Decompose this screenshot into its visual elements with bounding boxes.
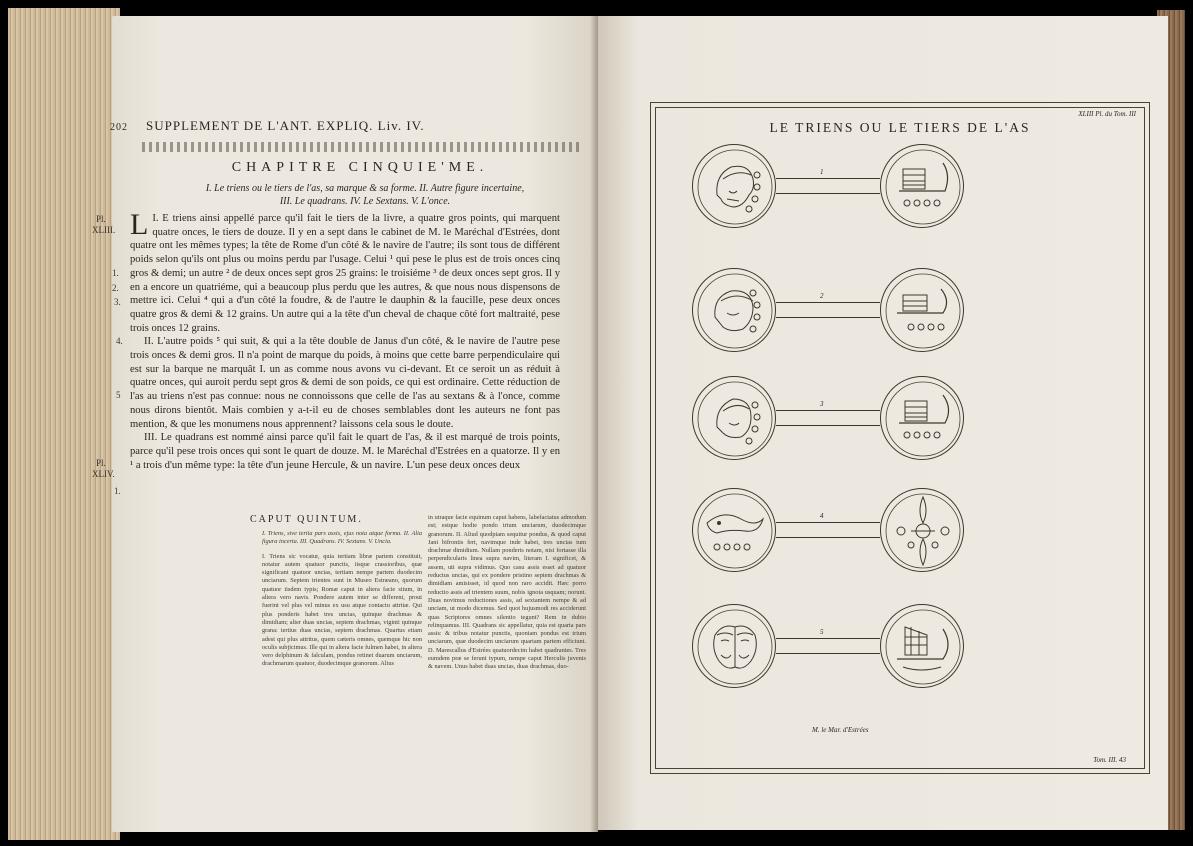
- margin-note-plate-number: XLIV.: [92, 469, 115, 479]
- margin-note-plate: Pl.: [96, 458, 106, 468]
- plate-frame: [655, 107, 1145, 769]
- coin-row-2: [692, 268, 1112, 352]
- coin-reverse-ship-prow: [880, 604, 964, 688]
- chapter-summary: [150, 182, 580, 208]
- coin-obverse-helmeted-head: [692, 268, 776, 352]
- page-number: 202: [110, 122, 128, 133]
- coin-row-3: [692, 376, 1112, 460]
- connecting-bar: [776, 178, 880, 194]
- coin-reverse-ship-prow: [880, 268, 964, 352]
- connecting-bar: [776, 410, 880, 426]
- running-head: [110, 118, 425, 134]
- latin-column-2: in utraque facie equinum caput habens, labefactatus admodum est; estque hodie pondo trium unciarum, duodecimque granorum. II. Aliud quodpiam sequitur pondus, & quod caput Jani bifrontis fert, navimque inde habet, tres uncias tum drachmæ dimidium. Nullam ponderis notam, nisi fortasse illa perpendicularis linea supra navim, literam I. significet, & assem, uti supra vidimus. Quo casu assis esset ad quatuor reductus uncias, qui ex pondere pristino septem drachmas & dimidiam amisisset, id quod non raro accidit. Hæc porro reductio assis ad trientem suum, nobis ignota usquam; norunt. Duas novimus reductiones assis, ad sextantem nempe & ad unciam, ut modo dicemus. Sed quot hujusmodi res acciderunt quas Scriptores omnes silentio tegunt? Rem in dubio relinquamus. III. Quadrans sic appellatur, quia est quarta pars assis: & tribus notatur punctis, quoniam pondus est trium unciarum, quæ duodecim unciarum quartam partem efficiunt. D. Marescallus d'Estrées quatuordecim habet quadrantes. Tres eumdem præ se ferunt typum, nempe caput Herculis juvenis & navem. Unus habet duas uncias, duas drachmas, duo-: [428, 514, 586, 671]
- coin-reverse-thunderbolt: [880, 488, 964, 572]
- coin-row-4: [692, 488, 1112, 572]
- coin-row-5: [692, 604, 1112, 688]
- latin-summary: I. Triens, sive tertia pars assis, ejus nota atque forma. II. Alia figura incerta. III. Quadrans. IV. Sextans. V. Uncia.: [262, 530, 422, 546]
- drop-cap: L: [130, 208, 149, 241]
- coin-obverse-dolphin: [692, 488, 776, 572]
- coin-obverse-janus-head: [692, 604, 776, 688]
- paragraph-3: III. Le quadrans est nommé ainsi parce qu'il fait le quart de l'as, & il est marqué de trois points, parce qu'il pese trois onces qui sont le quart de douze. M. le Maréchal d'Estrées en a quatorze. Il y en ¹ a trois d'un même type: la tête d'un jeune Hercule, & un navire. L'un pese deux onces deux: [130, 432, 560, 471]
- margin-note: 1.: [112, 268, 119, 278]
- french-text: [130, 208, 560, 472]
- paragraph-1: [130, 208, 560, 335]
- plate-credit: M. le Mar. d'Estrées: [812, 726, 869, 734]
- connecting-bar: [776, 522, 880, 538]
- coin-obverse-helmeted-head: [692, 376, 776, 460]
- connecting-bar: [776, 302, 880, 318]
- plate-reference: XLIII Pl. du Tom. III: [1078, 110, 1136, 118]
- page-edges-left: [8, 8, 120, 840]
- row-number: 2: [820, 292, 824, 300]
- running-head-title: SUPPLEMENT DE L'ANT. EXPLIQ. Liv. IV.: [146, 118, 425, 133]
- margin-note: 5: [116, 390, 121, 400]
- plate-volume-number: Tom. III. 43: [1093, 756, 1126, 764]
- chapter-summary-line-2: III. Le quadrans. IV. Le Sextans. V. L'once.: [279, 196, 451, 207]
- coin-reverse-ship-prow: [880, 376, 964, 460]
- row-number: 5: [820, 628, 824, 636]
- latin-heading: CAPUT QUINTUM.: [250, 514, 363, 525]
- margin-note: 1.: [114, 486, 121, 496]
- coin-obverse-helmeted-head: [692, 144, 776, 228]
- margin-note: 2.: [112, 283, 119, 293]
- coin-row-1: [692, 144, 1112, 228]
- paragraph-1-text: I. E triens ainsi appellé parce qu'il fait le tiers de la livre, a quatre gros points, qui marquent quatre onces, le tiers de douze. Il y en a sept dans le cabinet de M. le Maréchal d'Estrées, dont quatre ont les mêmes types; la tête de Rome d'un côté & le navire de l'autre; ils sont tous de différent poids selon qu'ils ont plus ou moins perdu par l'usage. Celui ¹ qui pese le plus est de trois onces cinq gros & demi; un autre ² de deux onces sept gros 25 grains: le troisiéme ³ de deux onces sept gros. Il y en a encore un quatriéme, qui a beaucoup plus perdu que les autres, & que nous nous dispensons de mettre ici. Celui ⁴ qui a d'un côté la foudre, & de l'autre le dauphin & la faucille, pese deux onces quatre gros & demi & 12 grains. Un autre qui a la tête d'un cheval de chaque côté fort maltraité, pese trois onces 12 grains.: [130, 213, 560, 334]
- latin-column-1-text: I. Triens sic vocatur, quia tertiam libræ partem constituit, notatur autem quatuor punctis, iisque crassioribus, quæ significant quatuor uncias, tertiam nempe partem duodecim unciarum. Septem trientes sunt in Museo Estræano, quorum quatuor iisdem typis; Romæ caput in altera facie situm, in altera vero navis. Pondere autem inter se different, prout fuerint vel plus vel minus ex usu atque contactu attritæ. Qui plus ponderis habet tres uncias, quinque drachmas & dimidiam; alter duas uncias, septem drachmas, viginti quinque grana: tertius duas uncias, septem drachmas. Quartus etiam adest qui plus attritus, quem cæteris omnes, quemque hic non oculis subjicimus. Ille qui in altera facie fulmen habet, in altera vero delphinum & falculam, pondus retinet duarum unciarum, drachmarum quatuor, duodecimque granorum. Alius: [262, 552, 422, 668]
- row-number: 3: [820, 400, 824, 408]
- margin-note: 4.: [116, 336, 123, 346]
- coin-reverse-ship-prow: [880, 144, 964, 228]
- connecting-bar: [776, 638, 880, 654]
- chapter-title: CHAPITRE CINQUIE'ME.: [231, 160, 489, 175]
- row-number: 4: [820, 512, 824, 520]
- margin-note: 3.: [114, 297, 121, 307]
- row-number: 1: [820, 168, 824, 176]
- engraved-plate: [650, 102, 1150, 774]
- latin-column-1: [262, 530, 422, 669]
- margin-note-plate-number: XLIII.: [92, 225, 116, 235]
- plate-title: LE TRIENS OU LE TIERS DE L'AS: [769, 120, 1031, 135]
- margin-note-plate: Pl.: [96, 214, 106, 224]
- ornamental-band: [142, 142, 580, 152]
- paragraph-2: II. L'autre poids ⁵ qui suit, & qui a la tête double de Janus d'un côté, & le navire de l'autre pese trois onces & demi gros. Il n'a point de marque du poids, à moins que cette barre perpendiculaire qui est sur la barque ne marquât I. un as comme nous avons vu ci-devant. Et ce seroit un as réduit à quatre onces, qui auroit perdu sept gros & demi de son poids, ce qui est ordinaire. Cette réduction de l'as au triens n'est pas connue: nous ne connoissons que celle de l'as au sextans & à l'once, comme nous dirons bientôt. Mais combien y a-t-il eu de choses semblables dont les auteurs ne font pas mention, & que les monumens nous apprennent? laissons cela sous le doute.: [130, 336, 560, 430]
- chapter-summary-line-1: I. Le triens ou le tiers de l'as, sa marque & sa forme. II. Autre figure incertaine,: [205, 183, 525, 194]
